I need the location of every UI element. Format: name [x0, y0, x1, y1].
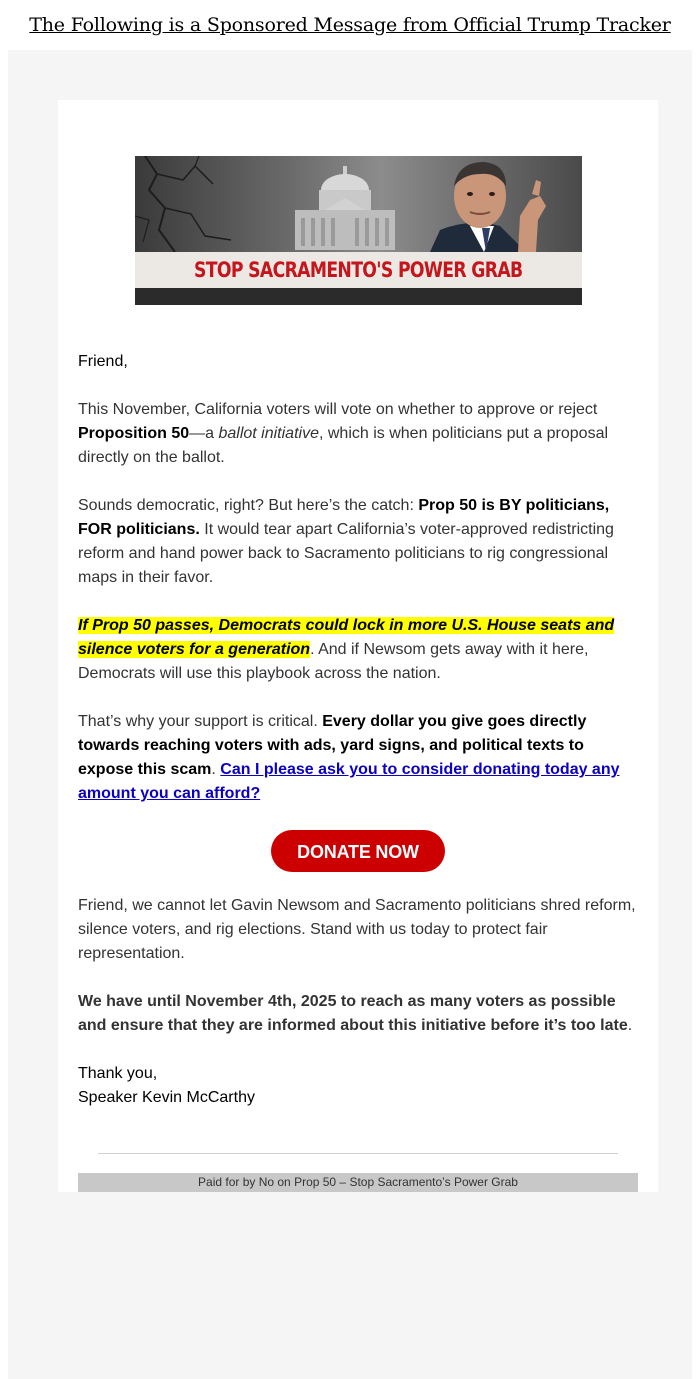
- politician-photo: [400, 156, 582, 252]
- paragraph-warning: [78, 614, 638, 686]
- catch-bold: Prop 50 is BY politicians, FOR politicians.: [78, 497, 610, 538]
- paragraph-support: [78, 710, 638, 806]
- paid-for-disclaimer: Paid for by No on Prop 50 – Stop Sacramento’s Power Grab: [78, 1173, 638, 1192]
- banner-bottom-band: [135, 288, 582, 305]
- text: That’s why your support is critical.: [78, 713, 323, 730]
- donate-button-container: [78, 830, 638, 894]
- email-background: [8, 50, 692, 1379]
- signature: Speaker Kevin McCarthy: [78, 1089, 255, 1106]
- text: It would tear apart California’s voter-approved redistricting reform and hand power back to Sacramento politicians to rig congressional maps in their favor.: [78, 521, 614, 586]
- paragraph-deadline: [78, 990, 638, 1038]
- donate-now-button[interactable]: DONATE NOW: [271, 830, 445, 872]
- deadline-bold: We have until November 4th, 2025 to reach as many voters as possible and ensure that they are informed about this initiative before it’s too late: [78, 993, 628, 1034]
- text: —a: [189, 425, 219, 442]
- cracked-wall-graphic: [135, 156, 275, 266]
- text: , which is when politicians put a proposal directly on the ballot.: [78, 425, 609, 466]
- proposition-bold: Proposition 50: [78, 425, 190, 442]
- paragraph-catch: [78, 494, 638, 590]
- text: .: [627, 1017, 633, 1034]
- sponsor-line-link[interactable]: The Following is a Sponsored Message from Official Trump Tracker: [29, 14, 671, 36]
- greeting: Friend,: [78, 353, 128, 370]
- paragraph-stand: Friend, we cannot let Gavin Newsom and Sacramento politicians shred reform, silence voters, and rig elections. Stand with us today to protect fair representation.: [78, 897, 636, 962]
- banner-headline: STOP SACRAMENTO'S POWER GRAB: [194, 258, 523, 282]
- donate-text-link[interactable]: Can I please ask you to consider donating today any amount you can afford?: [78, 761, 620, 802]
- highlighted-warning: If Prop 50 passes, Democrats could lock in more U.S. House seats and silence voters for a generation: [78, 617, 615, 658]
- text: .: [211, 761, 221, 778]
- capitol-building-graphic: [285, 162, 415, 254]
- ballot-initiative-italic: ballot initiative: [218, 425, 319, 442]
- divider: [98, 1153, 618, 1154]
- email-body: [78, 350, 638, 1110]
- banner-headline-strip: [135, 252, 582, 288]
- support-bold: Every dollar you give goes directly towards reaching voters with ads, yard signs, and political texts to expose this scam: [78, 713, 587, 778]
- text: This November, California voters will vote on whether to approve or reject: [78, 401, 598, 418]
- signoff: Thank you,: [78, 1065, 158, 1082]
- sponsor-header: [0, 0, 700, 50]
- hero-banner: [135, 156, 582, 305]
- text: Sounds democratic, right? But here’s the catch:: [78, 497, 419, 514]
- email-card: [58, 100, 658, 1192]
- paragraph-proposition: [78, 398, 638, 470]
- text: . And if Newsom gets away with it here, Democrats will use this playbook across the nation.: [78, 641, 589, 682]
